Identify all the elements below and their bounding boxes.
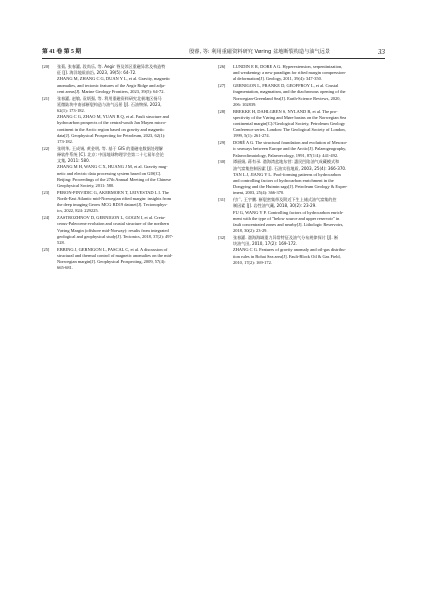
reference-line: ZHANG C G. Features of gravity anomaly and oil-gas distribu- xyxy=(233,247,346,253)
reference-line: spectivity of the Vøring and Møre basins on the Norwegian Sea xyxy=(233,114,347,120)
reference-line: al deformation[J]. Geology, 2011, 39(4): 347-350. xyxy=(233,76,322,82)
reference-line: 张菊, 张春灌, 段尚乐, 等. Aegir 脊及邻区重磁异常及构造特 xyxy=(57,64,166,69)
reference-line: Geophysical Society, 2011: 580. xyxy=(57,183,115,189)
reference-line: Dongying and the Huimin sags[J]. Petroleum Geology & Exper- xyxy=(233,184,348,190)
reference-number: [28] xyxy=(218,108,226,114)
reference-number: [27] xyxy=(218,83,226,89)
reference-line: the deep imaging Geoex MCG RD19 dataset[J]. Tectonophys- xyxy=(57,202,168,208)
reference-line: ZHANG M, ZHANG C G, DUAN Y L, et al. Gravity, magnetic xyxy=(57,76,171,82)
reference-column-left xyxy=(42,64,209,272)
reference-line: structural and thermal control of magnetic anomalies on the mid- xyxy=(57,253,173,259)
reference-number: [26] xyxy=(218,64,226,69)
reference-line: geological and geophysical study[J]. Tectonics, 2018, 37(2): 497- xyxy=(57,233,174,239)
reference-line: BREKKE H, DAHLGREN S, NYLAND B, et al. The pro- xyxy=(233,108,338,114)
reference-number: [31] xyxy=(218,197,226,203)
reference-line: 206: 102839. xyxy=(233,101,257,107)
reference-line: 张春灌, 赵敏, 袁炳强, 等. 利用重磁资料研究北极地区扬马 xyxy=(57,95,162,101)
page-number: 33 xyxy=(378,48,385,56)
reference-text xyxy=(57,247,209,272)
reference-text xyxy=(57,146,209,189)
reference-entry xyxy=(42,146,209,189)
reference-line: ZASTROZHNOV D, GERNIGON L, GOGIN I, et al. Creta- xyxy=(57,215,166,221)
reference-line: FU G, WANG Y P. Controlling factors of hydrocarbon enrich- xyxy=(233,209,344,215)
reference-line: 释软件系统 [C]. 北京: 中国地球物理学会第二十七届年会论 xyxy=(57,152,164,158)
volume-issue: 第 41 卷 第 5 期 xyxy=(42,49,82,55)
reference-line: fragmentation, magmatism, and the diachronous opening of the xyxy=(233,89,346,95)
reference-text xyxy=(233,159,385,196)
reference-number: [30] xyxy=(218,159,226,165)
reference-line: 付广, 王宇鹏. 断裂密集带及附近下生上储式油气富集的控 xyxy=(233,197,337,203)
reference-line: and weakening: a new paradigm for rifted margin compression- xyxy=(233,70,347,76)
reference-number: [24] xyxy=(42,215,50,221)
reference-number: [21] xyxy=(42,95,50,101)
reference-entry xyxy=(218,235,385,266)
reference-entry xyxy=(42,64,209,95)
reference-line: 块油气田, 2010, 17(2): 169-172. xyxy=(233,241,298,247)
reference-number: [20] xyxy=(42,64,50,69)
reference-line: ment with the type of "below source and upper reservoir" in xyxy=(233,215,340,221)
reference-line: GERNIGON L, FRANKE D, GEOFFROY L, et al. Crustal xyxy=(233,83,339,89)
reference-line: Conference series. London: The Geological Society of London, xyxy=(233,127,346,133)
running-title: 殷睿, 等: 利用重磁资料研究 Vøring 盆地断裂构造与油气远景 xyxy=(189,49,331,55)
reference-line: ics, 2022, 824: 229225. xyxy=(57,208,99,214)
reference-entry xyxy=(42,96,209,146)
reference-number: [32] xyxy=(218,235,226,241)
reference-line: ic seaways between Europe and the Arctic[J]. Palaeogeography, xyxy=(233,146,347,152)
reference-line: Palaeoclimatology, Palaeoecology, 1991, 87(1/4): 441-492. xyxy=(233,152,339,158)
reference-line: LUNDIN E R, DORE A G. Hyperextension, serpentinization, xyxy=(233,64,343,69)
reference-line: 谭丽娟, 蒋有录. 渤海湾盆地东营: 惠民凹陷油气成藏模式和 xyxy=(233,159,340,165)
reference-line: ZHANG M H, WANG C X, HUANG J M, et al. Gravity mag- xyxy=(57,164,168,170)
reference-text xyxy=(57,215,209,246)
reference-column-right xyxy=(218,64,385,272)
reference-line: PERON-PINVIDIC G, AKERMOEN T, LEIVESTAD L I. The xyxy=(57,189,169,195)
reference-line: data[J]. Geophysical Prospecting for Petroleum, 2023, 62(1): xyxy=(57,132,166,138)
reference-line: 文集, 2011: 580. xyxy=(57,158,91,164)
reference-line: TAN L J, JIANG Y L. Pool-forming patterns of hydrocarbon xyxy=(233,171,341,177)
reference-line: cent areas[J]. Marine Geology Frontiers, 2023, 39(5): 64-72. xyxy=(57,88,165,94)
reference-line: 62(1): 173-182. xyxy=(57,108,85,114)
reference-entry xyxy=(42,190,209,215)
reference-line: 528. xyxy=(57,240,65,246)
reference-entry xyxy=(218,64,385,83)
reference-number: [22] xyxy=(42,145,50,151)
reference-entry xyxy=(218,140,385,159)
reference-number: [25] xyxy=(42,246,50,252)
reference-line: fault concentrated zones and nearby[J]. Lithologic Reservoirs, xyxy=(233,222,344,228)
reference-line: Vøring Margin (offshore mid-Norway): results from integrated xyxy=(57,227,169,233)
reference-line: 1999, 5(1): 261-274. xyxy=(233,133,270,139)
reference-text xyxy=(233,83,385,108)
reference-line: iment, 2003, 25(4): 366-370. xyxy=(233,190,285,196)
reference-entry xyxy=(42,247,209,272)
reference-line: tion rules in Bohai Sea area[J]. Fault-Block Oil & Gas Field, xyxy=(233,253,341,259)
reference-line: ZHANG C G, ZHAO M, YUAN B Q, et al. Fault structure and xyxy=(57,114,169,120)
reference-line: EBBING J, GERNIGON L, PASCAL C, et al. A discussion of xyxy=(57,246,168,252)
reference-text xyxy=(57,190,209,215)
reference-entry xyxy=(218,83,385,108)
reference-line: and controlling factors of hydrocarbon enrichment in the xyxy=(233,178,334,184)
reference-entry xyxy=(218,159,385,196)
reference-text xyxy=(233,140,385,159)
reference-line: DORÉ A G. The structural foundation and evolution of Mesozo- xyxy=(233,140,348,146)
reference-line: hydrocarbon prospects of the central-south Jan Mayen micro- xyxy=(57,120,167,126)
reference-entry xyxy=(218,197,385,234)
reference-text xyxy=(57,96,209,146)
reference-line: ceous-Paleocene evolution and crustal structure of the northern xyxy=(57,221,170,227)
reference-columns xyxy=(42,64,385,272)
reference-text xyxy=(233,235,385,266)
reference-line: Norwegian-Greenland Sea[J]. Earth-Science Reviews, 2020, xyxy=(233,95,341,101)
reference-line: continental margin[C]//Geological Society, Petroleum Geology xyxy=(233,121,346,127)
reference-line: 征 [J]. 海洋地质前沿, 2023, 39(5): 64-72. xyxy=(57,70,137,76)
reference-line: 2018, 30(2): 23-29. xyxy=(233,228,268,234)
reference-number: [23] xyxy=(42,189,50,195)
reference-line: 张明华, 王成锡, 黄金明, 等. 基于 GIS 的重磁电数据处理解 xyxy=(57,145,163,151)
reference-line: netic and electric data processing system based on GIS[C]. xyxy=(57,170,162,176)
reference-line: 665-681. xyxy=(57,265,73,271)
reference-line: 油气富集控制因素 [J]. 石油实验地质, 2003, 25(4): 366-370. xyxy=(233,165,347,171)
reference-entry xyxy=(42,215,209,246)
reference-entry xyxy=(218,109,385,140)
reference-text xyxy=(57,64,209,95)
reference-line: North-East Atlantic mid-Norwegian rifted margin: insights from xyxy=(57,196,172,202)
reference-line: anomalies, and tectonic features of the Aegir Ridge and adja- xyxy=(57,82,166,88)
reference-line: Beijing: Proceedings of the 27th Annual Meeting of the Chinese xyxy=(57,176,171,182)
reference-text xyxy=(233,109,385,140)
reference-line: continent in the Arctic region based on gravity and magnetic xyxy=(57,126,165,132)
reference-text xyxy=(233,64,385,83)
reference-line: 制因素 [J]. 岩性油气藏, 2018, 30(2): 23-29. xyxy=(233,203,317,209)
reference-line: 173-182. xyxy=(57,139,73,145)
reference-number: [29] xyxy=(218,140,226,146)
reference-line: 2010, 17(2): 169-172. xyxy=(233,259,272,265)
reference-line: 张春灌. 渤海海域重力异常特征及油气分布规律探讨 [J]. 断 xyxy=(233,235,339,241)
running-header xyxy=(42,44,385,59)
reference-text xyxy=(233,197,385,234)
reference-line: Norwegian margin[J]. Geophysical Prospecting, 2009, 57(4): xyxy=(57,259,166,265)
reference-line: 延微陆块中南部断裂构造与油气远景 [J]. 石油物探, 2023, xyxy=(57,101,162,107)
